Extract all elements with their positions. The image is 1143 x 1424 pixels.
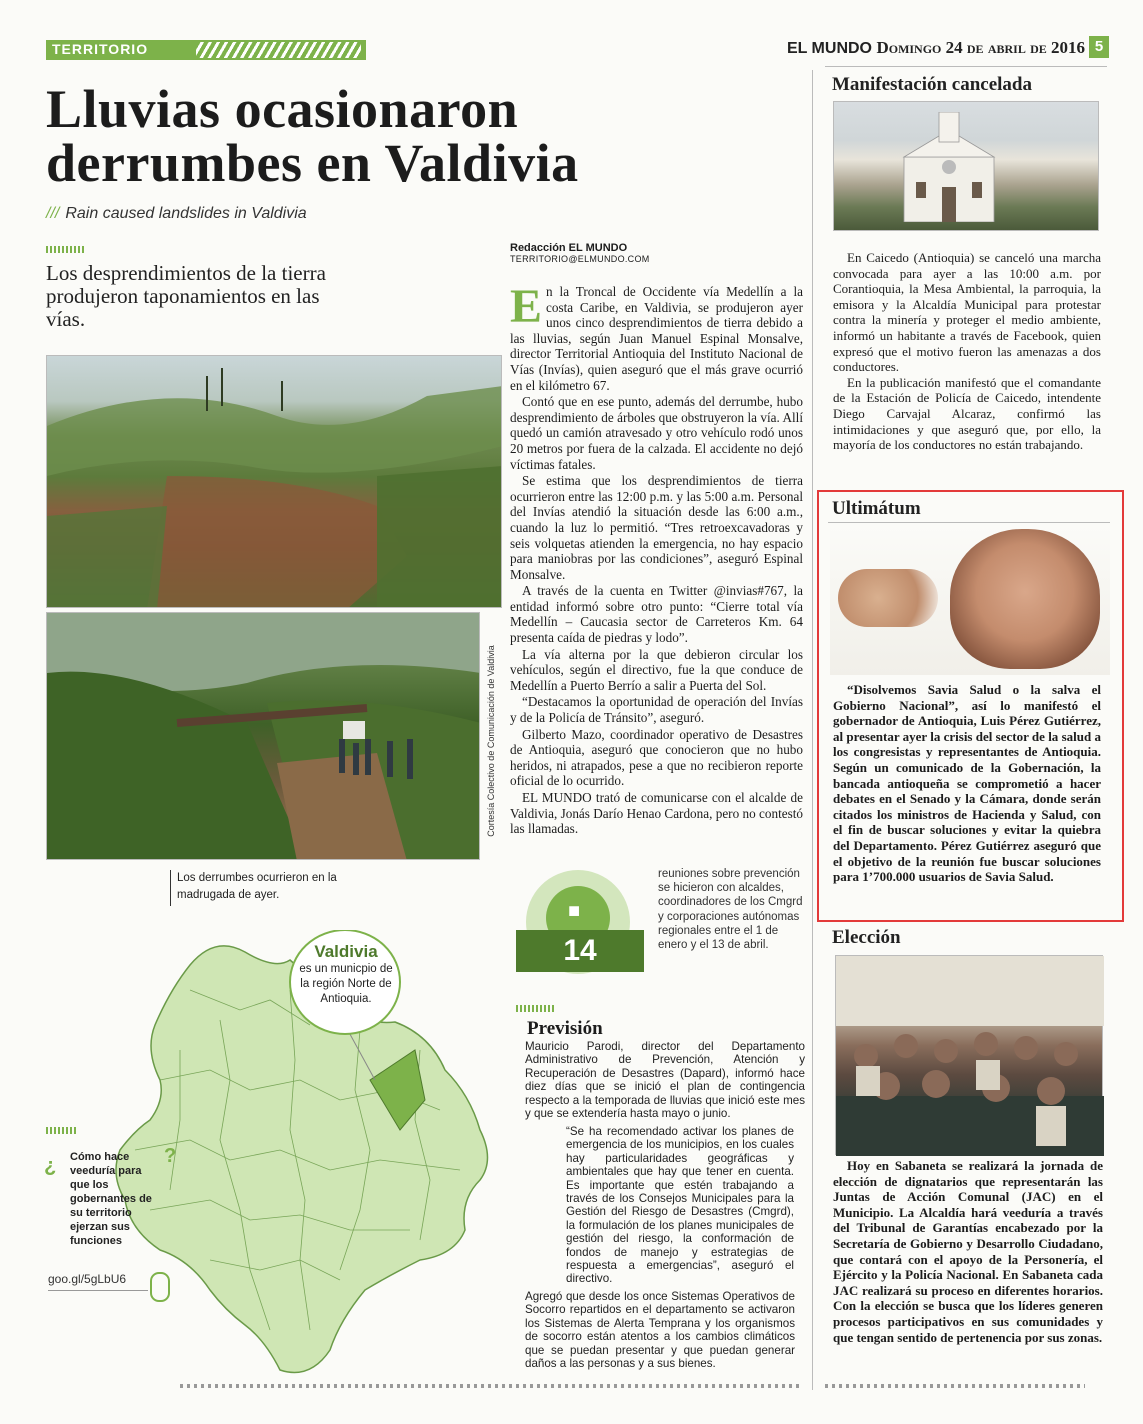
- question-mark-close-icon: ?: [164, 1145, 177, 1167]
- prevision-quote: “Se ha recomendado activar los planes de emergencia de los municipios, en los cuales hay particularidades geográficas y ambientales que hay que tener en cuenta. Es importante que estén trabajando a través de los Consejos Municipales para la Gestión del Riesgo de Desastres (Cmgrd), la formulación de los planes municipales de gestión del riesgo, la conformación de fondos de manejo y estrategias de respuesta a emergencias”, aseguró el directivo.: [566, 1125, 794, 1286]
- eleccion-paragraph: Hoy en Sabaneta se realizará la jornada de elección de dignatarios que representarán las Juntas de Acción Comunal (JAC) en el Municipio. La Alcaldía hará veeduría a través del Tribunal de Garantías encabezado por la Secretaría de Gobierno y Desarrollo Ciudadano, que contará con el apoyo de la Personería, el Ejército y la Policía Nacional. En Sabaneta cada JAC realizará su proceso en diferentes horarios. Con la elección se busca que los líderes generen procesos participativos en sus comunidades y que tengan sentido de pertenencia por sus zonas.: [833, 1158, 1103, 1345]
- ultimatum-text-a: “Disolvemos Savia Salud o la salva el Gobierno Nacional”, así lo manifestó el gobernador de Antioquia,: [833, 682, 1101, 729]
- manif-title: Manifestación cancelada: [832, 74, 1033, 95]
- landslide-photo-road: [46, 612, 480, 860]
- manif-paragraph: En la publicación manifestó que el comandante de la Estación de Policía de Caicedo, intendente Diego Carvajal Alcaraz, confirmó las intimidaciones y que aseguró que, por ello, la mayoría de los conductores no están trabajando.: [833, 374, 1101, 453]
- governor-photo: [830, 525, 1110, 675]
- subhead-text: Rain caused landslides in Valdivia: [65, 205, 307, 222]
- article-paragraph: La vía alterna por la que debieron circular los vehículos, según el directivo, fue la que conduce de Medellín a Puerto Berrío a salir a Puerta del Sol.: [510, 646, 803, 693]
- english-subhead: [46, 205, 307, 223]
- article-paragraph: Gilberto Mazo, coordinador operativo de Desastres de Antioquia, aseguró que conocieron que no hubo heridos, ni atrapados, pese a que no recibieron reporte oficial de lo ocurrido.: [510, 726, 803, 789]
- ultimatum-body: [833, 682, 1101, 885]
- caption-rule: [170, 870, 171, 906]
- headline-line-2: derrumbes en Valdivia: [46, 133, 579, 193]
- callout-title: Valdivia: [314, 942, 378, 961]
- eleccion-title: Elección: [832, 927, 901, 948]
- veeduria-marker: [46, 1127, 76, 1134]
- paragraph-text: n la Troncal de Occidente vía Medellín a la costa Caribe, en Valdivia, se produjeron ayer unos cinco desprendimientos de tierra debido a las lluvias, según Juan Manuel Espinal Monsalve, director Territorial Antioquia del Instituto Nacional de Vías (Invías), quien aseguró que el más grave ocurrió en el kilómetro 67.: [510, 284, 803, 393]
- stat-number: 14: [516, 930, 644, 972]
- issue-date: Domingo 24 de abril de 2016: [876, 38, 1085, 57]
- byline: [510, 242, 650, 264]
- section-label: TERRITORIO: [52, 41, 149, 57]
- thumbs-down-hand: [838, 569, 938, 627]
- prevision-title: Previsión: [527, 1018, 603, 1039]
- headline-line-1: Lluvias ocasionaron: [46, 79, 519, 139]
- photo-caption: Los derrumbes ocurrieron en la madrugada de ayer.: [177, 872, 337, 901]
- article-paragraph: EL MUNDO trató de comunicarse con el alcalde de Valdivia, Jonás Darío Henao Cardona, pero no contestó las llamadas.: [510, 790, 803, 837]
- headline: [46, 79, 766, 193]
- section-hatch: [196, 42, 361, 58]
- article-paragraph: [510, 280, 803, 393]
- ultimatum-paragraph: [833, 682, 1101, 885]
- byline-email: TERRITORIO@ELMUNDO.COM: [510, 254, 650, 264]
- church-photo: [833, 101, 1099, 231]
- prevision-marker: [516, 1005, 556, 1012]
- section-tag: [46, 40, 366, 60]
- veeduria-question: Cómo hace veeduría para que los gobernantes de su territorio ejerzan sus funciones: [70, 1151, 152, 1247]
- prevision-body: Mauricio Parodi, director del Departamento Administrativo de Prevención, Atención y Recuperación de Desastres (Dapard), informó hace diez días que se inició el plan de contingencia respecto a la temporada de lluvias que inició este mes y que se extendería hasta mayo o junio.: [525, 1040, 805, 1121]
- stat-infographic: [516, 870, 644, 978]
- prevision-body-2: Agregó que desde los once Sistemas Operativos de Socorro repartidos en el departamento se activaron los Sistemas de Alerta Temprana y los organismos de socorro están atentos a los cambios climáticos que se puedan presentar y que puedan generar daños a las personas y a sus bienes.: [525, 1290, 795, 1371]
- meeting-icon: ■: [568, 900, 581, 922]
- governor-name: Luis Pérez Gutiérrez: [980, 713, 1098, 729]
- drop-cap: E: [510, 280, 543, 333]
- mouse-icon: [150, 1272, 170, 1302]
- paper-name: EL MUNDO: [786, 40, 872, 57]
- ultimatum-rule: [828, 522, 1110, 523]
- stat-description: reuniones sobre prevención se hicieron con alcaldes, coordinadores de los Cmgrd y corporaciones autónomas regionales entre el 1 de enero y el 13 de abril.: [658, 868, 803, 952]
- ultimatum-title: Ultimátum: [832, 498, 921, 519]
- manif-paragraph: En Caicedo (Antioquia) se canceló una marcha convocada para ayer a las 10:00 a.m. por Corantioquia, la Mesa Ambiental, la parroquia, la emisora y la Alcaldía Municipal para protestar contra la minería y proteger el medio ambiente, informó un habitante a través de Facebook, quien expresó que el motivo fueron las amenazas a dos conductores.: [833, 250, 1101, 375]
- landslide-photo-hillside: [46, 355, 502, 608]
- footer-dots: [180, 1384, 800, 1388]
- article-paragraph: “Destacamos la oportunidad de operación del Invías y de la Policía de Tránsito”, aseguró.: [510, 694, 803, 726]
- article-paragraph: Se estima que los desprendimientos de tierra ocurrieron entre las 12:00 p.m. y las 5:00 a.m. Personal del Invías atendió la situación desde las 6:00 a.m., cuando la luz lo permitió. “Tres retroexcavadoras y seis volquetas atienden la emergencia, no hay espacio para maniobras por las condiciones”, aseguró Espinal Monsalve.: [510, 473, 803, 582]
- photo-credit-text: Cortesía Colectivo de Comunicación de Valdivia: [486, 645, 496, 837]
- short-link-underline: [48, 1290, 148, 1291]
- governor-face: [950, 529, 1100, 669]
- manif-body: [833, 250, 1101, 453]
- question-mark-open-icon: ?: [44, 1156, 57, 1178]
- subhead-slashes: ///: [46, 205, 60, 222]
- eleccion-body: [833, 1158, 1103, 1345]
- article-paragraph: Contó que en ese punto, además del derrumbe, hubo desprendimiento de árboles que obstruyeron la vía. Allí quedó un camión atravesado y otro vehículo rodó unos 20 metros por fuera de la calzada. El accidente no dejó víctimas fatales.: [510, 394, 803, 472]
- article-deck: Los desprendimientos de la tierra produjeron taponamientos en las vías.: [46, 261, 326, 331]
- page-number: 5: [1089, 36, 1109, 58]
- callout-text: es un municpio de la región Norte de Antioquia.: [299, 963, 393, 1005]
- masthead: [787, 38, 1085, 58]
- sidebar-top-rule: [825, 66, 1107, 67]
- photo-credit: [483, 630, 499, 858]
- short-link[interactable]: goo.gl/5gLbU6: [48, 1272, 127, 1286]
- column-rule: [812, 70, 813, 1390]
- map-callout: [298, 942, 394, 1007]
- article-paragraph: A través de la cuenta en Twitter @invias#767, la entidad informó sobre otro punto: “Cierre total vía Medellín – Caucasia sector de Carreteros Km. 64 presenta caída de piedras y lodo”.: [510, 583, 803, 646]
- byline-author: Redacción EL MUNDO: [510, 242, 628, 254]
- footer-dots-right: [825, 1384, 1085, 1388]
- deck-marker: [46, 246, 86, 253]
- article-body: [510, 280, 803, 838]
- election-meeting-photo: [835, 955, 1103, 1155]
- ultimatum-text-b: , al presentar ayer la crisis del sector de la salud a los congresistas y representantes de Antioquia. Según un comunicado de la Gobernación, la bancada antioqueña se comprometió a hacer debates en el Senado y la Cámara, donde serán citados los ministros de Hacienda y Salud, con el fin de buscar soluciones y evitar la quiebra del Departamento. Pérez Gutiérrez aseguró que el objetivo de la reunión fue buscar soluciones para 1’700.000 usuarios de Savia Salud.: [833, 713, 1101, 885]
